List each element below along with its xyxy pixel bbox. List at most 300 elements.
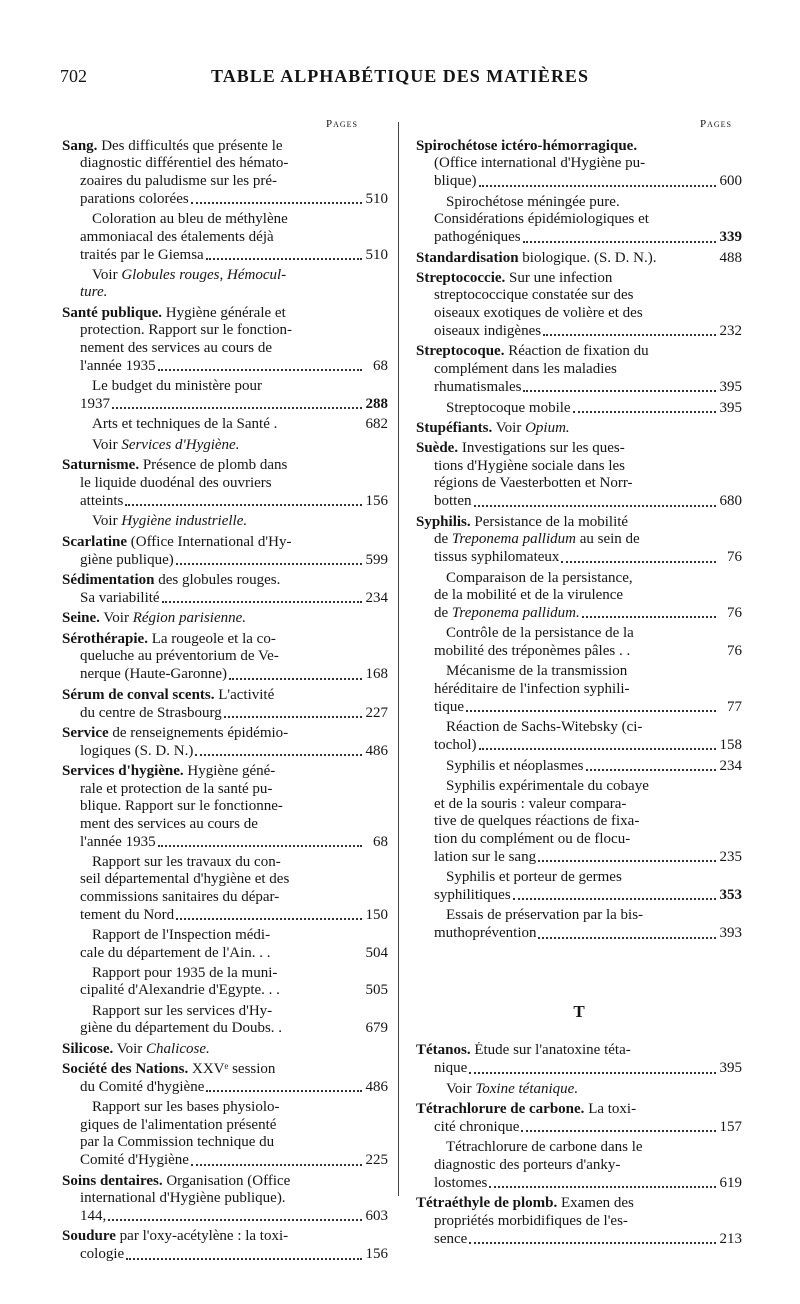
entry-line [416,848,742,866]
entry-body-text: Comité d'Hygiène [80,1152,189,1169]
entry-text [416,1195,634,1212]
entry-text [80,247,204,264]
entry-body-text: nerque (Haute-Garonne) [80,666,228,683]
entry-line [62,173,388,190]
entry-text [80,907,174,924]
dot-leader [206,246,362,260]
entry-text [446,400,571,417]
page-reference: 603 [365,1208,388,1225]
index-entry [416,625,742,660]
entry-text [80,871,289,888]
dot-leader [513,886,716,900]
entry-body-text: propriétés morbidifiques de l'es- [434,1212,628,1229]
entry-text [416,1042,631,1059]
entry-body-text: l'année 1935 [80,833,156,850]
entry-text [92,927,270,944]
dot-leader [582,604,716,618]
entry-line [416,1060,742,1078]
entry-text [80,475,272,492]
entry-text [62,572,280,589]
entry-line [416,663,742,680]
entry-body-text: l'année 1935 [80,357,156,374]
index-entry [416,719,742,754]
entry-text [80,798,283,815]
entry-text [416,1101,636,1118]
entry-body-text: giène publique) [80,551,174,568]
entry-body-text: au sein de [575,531,640,548]
dot-leader [273,946,362,958]
entry-line [416,399,742,417]
entry-line [416,305,742,322]
entry-text [80,493,123,510]
entry-body-text: tochol) [434,736,477,753]
entry-line [416,907,742,924]
page-reference: 168 [365,666,388,683]
page-reference: 510 [365,190,388,207]
index-column-left [62,138,388,1267]
entry-body-text: tique [434,698,464,715]
entry-headword: Standardisation [416,249,519,266]
entry-text [434,305,643,322]
entry-line [416,155,742,172]
entry-text [434,287,634,304]
dot-leader [112,395,362,409]
entry-text [80,781,272,798]
entry-line [416,270,742,287]
entry-headword: Soudure [62,1228,116,1245]
entry-text [446,778,649,795]
index-entry [416,869,742,904]
entry-body-text: Des difficultés que présente le [97,138,283,154]
entry-line [416,287,742,304]
entry-text [80,284,107,301]
page-reference: 158 [719,736,742,753]
entry-line [416,343,742,360]
entry-body-text: zoaires du paludisme sur les pré- [80,172,278,189]
page-reference: 234 [365,589,388,606]
page-reference: 486 [365,1079,388,1096]
entry-line [62,340,388,357]
entry-text [62,138,283,155]
entry-body-text: tion du complément ou de flocu- [434,830,631,847]
entry-line [416,698,742,716]
entry-body-text: Hygiène générale et [162,304,286,321]
entry-line [416,757,742,775]
entry-body-text: Syphilis expérimentale du cobaye [446,778,649,795]
index-entry [416,250,742,267]
entry-text [434,211,649,228]
entry-line [62,1173,388,1190]
entry-body-text: oiseaux indigènes [434,322,542,339]
entry-body-text: Voir [92,436,122,453]
entry-text [446,719,642,736]
entry-body-text: tissus syphilomateux [434,549,560,566]
entry-text [80,1079,204,1096]
entry-text [434,323,541,340]
dot-leader [586,757,717,771]
page-reference: 488 [719,249,742,266]
dot-leader [126,1246,362,1260]
index-entry [416,663,742,716]
page-reference: 235 [719,848,742,865]
page-reference: 599 [365,551,388,568]
entry-line [62,982,388,999]
entry-headword: Santé publique. [62,304,163,321]
entry-line [416,813,742,830]
page-reference: 227 [365,704,388,721]
entry-line [62,965,388,982]
entry-headword: Services d'hygiène. [62,763,184,780]
index-entry [62,1099,388,1169]
entry-line [62,1190,388,1207]
entry-text [446,758,584,775]
index-column-right [416,138,742,1251]
entry-body-text: régions de Vaesterbotten et Norr- [434,475,633,492]
entry-line [62,229,388,246]
page-reference: 486 [365,742,388,759]
entry-body-text: de [434,531,452,548]
entry-text [416,514,628,531]
entry-text [80,322,292,339]
entry-line [62,725,388,742]
index-entry [416,399,742,417]
pages-column-header-left: Pages [326,118,359,130]
entry-text [446,663,627,680]
entry-headword: Silicose. [62,1040,114,1057]
entry-line [416,194,742,211]
index-entry [62,305,388,375]
entry-line [416,440,742,457]
entry-text [434,458,625,475]
entry-line [416,831,742,848]
entry-text [80,552,174,569]
entry-body-text: ammoniacal des étalements déjà [80,228,274,245]
dot-leader [195,742,362,756]
entry-text [416,343,649,360]
index-entry [416,1195,742,1248]
entry-line [62,610,388,627]
entry-line [62,155,388,172]
entry-text [80,1246,124,1263]
entry-text [434,831,630,848]
entry-line [416,1174,742,1192]
entry-body-text: Voir [446,1080,476,1097]
entry-text [416,440,625,457]
entry-text [446,869,622,886]
entry-body-text: La toxi- [584,1101,637,1117]
entry-text [434,173,477,190]
index-entry [416,907,742,942]
page-reference: 68 [373,833,388,850]
entry-headword: Saturnisme. [62,457,140,474]
entry-italic-ref: Toxine tétanique. [475,1080,579,1097]
page-reference: 77 [727,698,742,715]
entry-line [416,925,742,943]
page-number: 702 [60,66,87,86]
entry-line [62,190,388,208]
entry-line [62,906,388,924]
entry-headword: Soins dentaires. [62,1172,163,1189]
dot-leader [125,492,362,506]
entry-body-text: le liquide duodénal des ouvriers [80,474,272,491]
index-entry [62,965,388,1000]
entry-text [416,250,656,267]
entry-line [416,643,742,660]
entry-text [80,155,288,172]
entry-line [62,1003,388,1020]
dot-leader [538,925,716,939]
entry-body-text: de [434,604,452,621]
entry-line [62,816,388,833]
page-reference: 232 [719,322,742,339]
entry-text [434,493,472,510]
entry-body-text: Examen des [557,1195,634,1212]
entry-text [80,1117,276,1134]
page-reference: 505 [365,982,388,999]
entry-text [434,887,511,904]
entry-body-text: Voir [99,610,133,627]
dot-leader [573,399,716,413]
dot-leader [521,1118,716,1132]
entry-text [92,437,239,454]
entry-body-text: héréditaire de l'infection syphili- [434,680,630,697]
entry-body-text: complément dans les maladies [434,360,617,377]
entry-line [62,687,388,704]
entry-body-text: nique [434,1060,468,1077]
entry-line [62,648,388,665]
entry-line [416,719,742,736]
entry-body-text: Syphilis et porteur de germes [446,868,622,885]
index-entry [416,270,742,340]
entry-headword: Seine. [62,610,100,627]
entry-line [62,475,388,492]
entry-text [80,1208,106,1225]
page-reference: 353 [719,886,742,903]
dot-leader [108,1207,362,1221]
entry-text [80,945,271,962]
index-entry [62,534,388,569]
entry-headword: Tétrachlorure de carbone. [416,1101,585,1117]
entry-body-text: Syphilis et néoplasmes [446,757,584,774]
entry-body-text: Sa variabilité [80,589,160,606]
entry-headword: Syphilis. [416,513,471,530]
entry-body-text: XXVᵉ session [188,1061,276,1078]
column-divider [398,122,399,1196]
entry-headword: Tétraéthyle de plomb. [416,1195,558,1212]
entry-body-text: atteints [80,492,124,509]
dot-leader [176,906,362,920]
entry-text [92,267,286,284]
entry-text [434,1175,487,1192]
entry-line [416,322,742,340]
entry-line [416,1195,742,1212]
entry-text [80,1152,189,1169]
dot-leader [284,1022,362,1034]
entry-body-text: Streptocoque mobile [446,399,571,416]
entry-italic-ref: Région parisienne. [132,610,247,627]
entry-text [92,854,281,871]
entry-italic-ref: Globules rouges, Hémocul- [121,267,287,284]
entry-line [62,1207,388,1225]
entry-body-text: Étude sur l'anatoxine téta- [470,1042,631,1059]
entry-body-text: biologique. (S. D. N.). [518,249,657,266]
entry-text [92,378,262,395]
entry-text [434,1231,467,1248]
entry-line [62,927,388,944]
entry-line [416,173,742,191]
entry-line [62,416,388,433]
entry-line [62,1152,388,1170]
entry-body-text: cipalité d'Alexandrie d'Egypte. . . [80,982,280,999]
page-reference: 600 [719,173,742,190]
page-reference: 225 [365,1152,388,1169]
index-entry [62,1041,388,1058]
entry-body-text: Voir [113,1040,147,1057]
entry-body-text: Comparaison de la persistance, [446,569,633,586]
entry-body-text: lation sur le sang [434,848,537,865]
entry-line [416,420,742,437]
entry-line [416,570,742,587]
entry-text [434,796,626,813]
page-reference: 395 [719,399,742,416]
index-entry [416,138,742,191]
entry-line [62,1099,388,1116]
entry-text [434,925,536,942]
entry-line [416,1157,742,1174]
entry-line [416,778,742,795]
entry-body-text: botten [434,493,472,510]
index-entry [416,194,742,247]
dot-leader [474,493,717,507]
entry-body-text: Coloration au bleu de méthylène [92,211,288,228]
entry-body-text: tive de quelques réactions de fixa- [434,813,640,830]
entry-text [92,513,247,530]
page-reference: 679 [365,1020,388,1037]
entry-text [446,1081,578,1098]
entry-italic-ref: Treponema pallidum [451,531,576,548]
index-entry [62,572,388,607]
entry-headword: Streptocoque. [416,343,505,360]
entry-text [434,155,645,172]
entry-line [416,869,742,886]
entry-line [62,704,388,722]
index-entry [62,763,388,851]
entry-body-text: giène du département du Doubs. . [80,1020,283,1037]
entry-text [80,1020,282,1037]
entry-headword: Sédimentation [62,571,155,588]
entry-text [92,416,277,433]
entry-line [62,1078,388,1096]
entry-body-text: du centre de Strasbourg [80,704,222,721]
entry-italic-ref: Chalicose. [146,1040,210,1057]
entry-body-text: Contrôle de la persistance de la [446,625,634,642]
index-entry [62,513,388,530]
entry-text [62,457,287,474]
entry-body-text: seil départemental d'hygiène et des [80,871,290,888]
dot-leader [543,322,716,336]
entry-line [416,625,742,642]
entry-body-text: par la Commission technique du [80,1134,275,1151]
entry-body-text: Rapport sur les bases physiolo- [92,1099,280,1116]
entry-body-text: par l'oxy-acétylène : la toxi- [115,1228,289,1245]
entry-text [434,1157,620,1174]
entry-body-text: Investigations sur les ques- [458,440,625,457]
entry-line [62,138,388,155]
page-reference: 510 [365,246,388,263]
entry-italic-ref: Services d'Hygiène. [121,436,240,453]
entry-body-text: queluche au préventorium de Ve- [80,648,279,665]
dot-leader [279,418,362,430]
entry-headword: Streptococcie. [416,270,506,287]
entry-body-text: oiseaux exotiques de volière et des [434,304,643,321]
page-reference: 234 [719,757,742,774]
entry-line [62,1246,388,1264]
entry-text [434,681,630,698]
entry-text [434,699,464,716]
entry-body-text: Arts et techniques de la Santé . [92,416,278,433]
entry-italic-ref: Treponema pallidum. [451,604,580,621]
entry-text [434,737,477,754]
index-entry [62,1061,388,1096]
entry-body-text: Mécanisme de la transmission [446,663,628,680]
page-reference: 619 [719,1174,742,1191]
entry-text [434,1213,628,1230]
entry-text [80,358,156,375]
entry-line [62,631,388,648]
entry-line [416,886,742,904]
entry-body-text: Rapport de l'Inspection médi- [92,927,271,944]
entry-body-text: Organisation (Office [162,1172,291,1189]
entry-body-text: commissions sanitaires du dépar- [80,888,280,905]
index-entry [62,378,388,413]
page-reference: 157 [719,1119,742,1135]
entry-headword: Spirochétose ictéro-hémorragique. [416,138,638,154]
entry-text [62,1061,275,1078]
entry-body-text: lostomes [434,1174,488,1191]
index-entry [62,211,388,264]
entry-body-text: cologie [80,1246,125,1263]
entry-body-text: rhumatismales [434,378,522,395]
entry-headword: Sérum de conval scents. [62,686,215,703]
entry-body-text: du Comité d'hygiène [80,1079,205,1096]
index-entry [62,267,388,302]
entry-line [416,229,742,247]
entry-line [416,681,742,698]
entry-body-text: Rapport sur les travaux du con- [92,853,281,870]
index-entry [416,757,742,775]
entry-line [62,1061,388,1078]
index-entry [416,1042,742,1077]
page-reference: 680 [719,493,742,510]
entry-line [62,246,388,264]
entry-text [62,687,274,704]
entry-body-text: Persistance de la mobilité [470,513,629,530]
entry-line [62,871,388,888]
index-entry [416,1101,742,1136]
entry-line [62,322,388,339]
page-reference: 395 [719,1060,742,1077]
entry-body-text: Sur une infection [505,270,613,287]
entry-text [80,191,189,208]
entry-body-text: protection. Rapport sur le fonction- [80,322,293,339]
index-entry [62,416,388,433]
entry-text [434,475,633,492]
entry-headword: Société des Nations. [62,1061,189,1078]
entry-text [446,194,620,211]
entry-text [62,305,286,322]
entry-line [416,211,742,228]
dot-leader [469,1060,716,1074]
